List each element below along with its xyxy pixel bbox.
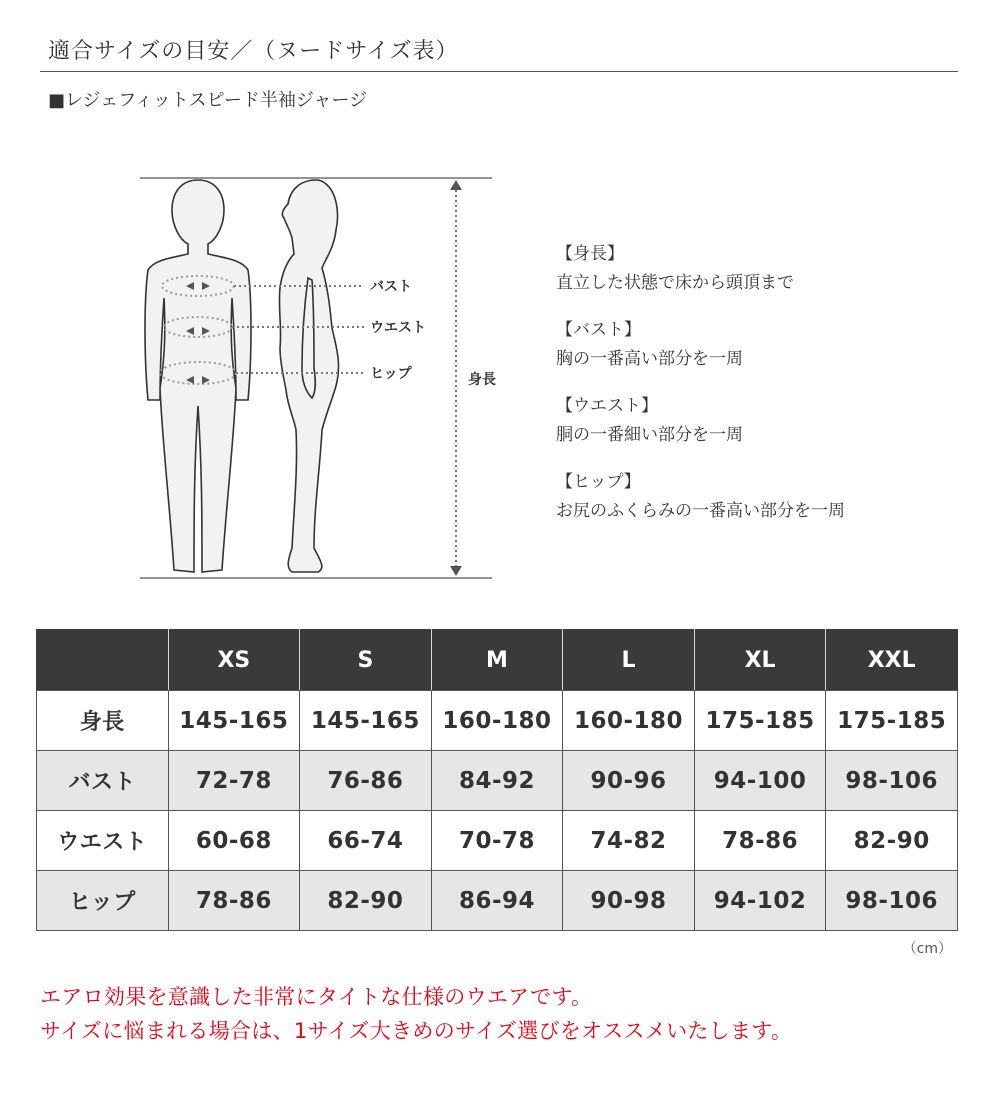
table-cell: 160-180 (431, 691, 563, 751)
height-arrow-down (450, 566, 462, 576)
front-body-silhouette (145, 180, 251, 572)
table-cell: 160-180 (563, 691, 695, 751)
desc-heading: 【バスト】 (556, 320, 641, 340)
desc-heading: 【ウエスト】 (556, 396, 658, 416)
table-cell: 90-96 (563, 751, 695, 811)
table-cell: 78-86 (168, 871, 300, 931)
desc-waist (556, 392, 845, 450)
body-measurement-figure (130, 168, 520, 588)
title-divider (40, 71, 958, 72)
table-header-cell (37, 630, 169, 691)
table-header-cell: XXL (826, 630, 958, 691)
table-cell: 82-90 (826, 811, 958, 871)
desc-hip (556, 468, 845, 526)
desc-text: 直立した状態で床から頭頂まで (556, 273, 794, 293)
table-header-cell: XL (694, 630, 826, 691)
bust-label: バスト (370, 279, 412, 295)
measurement-descriptions (556, 240, 845, 544)
table-cell: 70-78 (431, 811, 563, 871)
desc-heading: 【ヒップ】 (556, 472, 641, 492)
table-header-cell: XS (168, 630, 300, 691)
desc-text: お尻のふくらみの一番高い部分を一周 (556, 501, 845, 521)
height-arrow-up (450, 180, 462, 190)
size-table (36, 629, 958, 931)
table-row (37, 751, 958, 811)
row-label: ヒップ (37, 871, 169, 931)
side-body-silhouette (279, 180, 338, 572)
hip-label: ヒップ (370, 366, 412, 382)
notes (40, 980, 792, 1048)
desc-height (556, 240, 845, 298)
desc-text: 胸の一番高い部分を一周 (556, 349, 743, 369)
table-row (37, 871, 958, 931)
table-cell: 82-90 (300, 871, 432, 931)
note-text: サイズに悩まれる場合は、1サイズ大きめのサイズ選びをオススメいたします。 (40, 1019, 793, 1043)
table-cell: 145-165 (168, 691, 300, 751)
table-cell: 76-86 (300, 751, 432, 811)
row-label: ウエスト (37, 811, 169, 871)
table-cell: 84-92 (431, 751, 563, 811)
table-header-cell: S (300, 630, 432, 691)
waist-label: ウエスト (370, 320, 426, 336)
unit-label: （cm） (902, 941, 952, 957)
table-row (37, 811, 958, 871)
desc-heading: 【身長】 (556, 244, 624, 264)
table-cell: 78-86 (694, 811, 826, 871)
table-cell: 60-68 (168, 811, 300, 871)
page-title: 適合サイズの目安／（ヌードサイズ表） (48, 39, 459, 64)
height-label: 身長 (468, 372, 496, 388)
table-header-cell: M (431, 630, 563, 691)
table-cell: 94-102 (694, 871, 826, 931)
row-label: 身長 (37, 691, 169, 751)
desc-bust (556, 316, 845, 374)
row-label: バスト (37, 751, 169, 811)
table-cell: 98-106 (826, 871, 958, 931)
table-cell: 90-98 (563, 871, 695, 931)
table-cell: 86-94 (431, 871, 563, 931)
table-cell: 74-82 (563, 811, 695, 871)
table-cell: 145-165 (300, 691, 432, 751)
table-cell: 98-106 (826, 751, 958, 811)
table-cell: 175-185 (826, 691, 958, 751)
product-name: ■レジェフィットスピード半袖ジャージ (48, 90, 368, 111)
table-header-row (37, 630, 958, 691)
desc-text: 胴の一番細い部分を一周 (556, 425, 743, 445)
table-cell: 175-185 (694, 691, 826, 751)
table-cell: 72-78 (168, 751, 300, 811)
table-row (37, 691, 958, 751)
table-cell: 66-74 (300, 811, 432, 871)
table-header-cell: L (563, 630, 695, 691)
note-text: エアロ効果を意識した非常にタイトな仕様のウエアです。 (40, 985, 593, 1009)
table-cell: 94-100 (694, 751, 826, 811)
